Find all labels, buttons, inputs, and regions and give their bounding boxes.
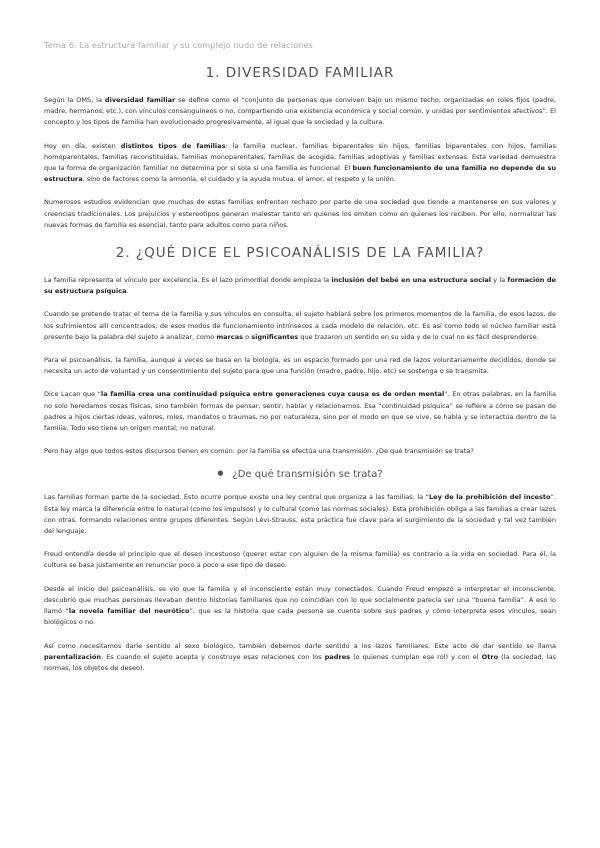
bold-term: formación de su estructura psíquica (44, 276, 556, 296)
text-run: ”, que es la historia que cada persona se cuenta sobre sus padres y cómo interpreta esos vínculos, sean biológicos o no. (44, 607, 556, 627)
text-run: y la (491, 276, 508, 285)
text-run: La familia representa el vínculo por excelencia. Es el lazo primordial donde empieza la (44, 276, 332, 285)
paragraph-freud-desire: Freud entendía desde el principio que el deseo incestuoso (querer estar con alguien de la misma familia) es contrario a la vida en sociedad. Para él, la cultura se basa justamente en renunciar poco a poco a ese tipo de deseo. (44, 550, 556, 570)
text-run: Cuando se pretende tratar el tema de la familia y sus vínculos en consulta, el sujeto hablará sobre los primeros momentos de la familia, de esos lazos, de los sufrimientos allí concentrados, de esos modos de funcionamiento intrínsecos a cada modelo de relación, etc. Es así como todo el núcleo familiar está presente bajo la palabra del sujeto a analizar, como (44, 310, 556, 341)
text-run: ”. Esta ley marca la diferencia entre lo natural (como los impulsos) y lo cultural (como las normas sociales). Esta prohibición obliga a las familias a crear lazos con otras, formando relaciones entre grupos diferentes. Según Lévi-Strauss, esta práctica fue clave para el surgimiento de la sociedad y tal vez también del lenguaje. (44, 493, 557, 536)
paragraph-primordial-bond (44, 275, 556, 297)
text-run: Según la OMS, la (44, 96, 105, 104)
paragraph-prejudice: Numerosos estudios evidencian que muchas de estas familias enfrentan rechazo por parte de una sociedad que tiende a mantenerse en sus valores y creencias tradicionales. Los prejuicios y estereotipos generan malestar tanto en quienes los emiten como en quienes los reciben. Por ello, normalizar las nuevas formas de familia es esencial, tanto para adultos como para niños. (44, 198, 556, 229)
paragraph-family-novel (44, 584, 556, 629)
subsection-title-transmision (44, 469, 556, 480)
bold-term: diversidad familiar (104, 96, 176, 104)
bold-quote: la familia crea una continuidad psíquica entre generaciones cuya causa es de orden mental (101, 390, 445, 399)
text-run: Las familias forman parte de la sociedad. Esto ocurre porque existe una ley central que organiza a las familias: la “ (44, 493, 429, 502)
running-header: Tema 6. La estructura familiar y su complejo nudo de relaciones (44, 40, 313, 50)
text-run: o (243, 332, 252, 341)
paragraph-incest-law (44, 492, 556, 537)
bold-term: marcas (216, 332, 244, 341)
document-page (44, 40, 556, 674)
text-run: se define como el “conjunto de personas que conviven bajo un mismo techo, organizadas en roles fijos (padre, madre, hermanos, etc.), con vínculos consanguíneos o no, compartiendo una existencia económica y social común, y unidas por sentimientos afectivos”. El concepto y los tipos de familia han evolucionado progresivamente, al igual que la sociedad y la cultura. (44, 96, 556, 127)
text-run: que trazaron un sentido en su vida y de lo cual no es fácil desprenderse. (298, 332, 539, 341)
bold-term: distintos tipos de familias (120, 141, 226, 150)
text-run: Hoy en día, existen (44, 141, 121, 150)
text-run: . (126, 287, 129, 296)
bold-term: inclusión del bebé en una estructura social (331, 276, 492, 285)
section-title-diversidad-familiar: 1. DIVERSIDAD FAMILIAR (205, 65, 395, 81)
paragraph-lacan (44, 389, 556, 434)
paragraph-consultation (44, 309, 556, 343)
paragraph-voluntary-bonds: Para el psicoanálisis, la familia, aunque a veces se basa en la biología, es un espacio formado por una red de lazos voluntariamente decididos, donde se necesita un acto de voluntad y un consentimiento del sujeto para que una función (madre, padre, hijo, etc) se sostenga o se transmita. (44, 356, 556, 376)
text-run: Así como necesitamos darle sentido al sexo biológico, también debemos darle sentido a los lazos familiares. Este acto de dar sentido se llama (44, 641, 556, 650)
text-run: ”. En otras palabras, en la familia no solo heredamos cosas físicas, sino también formas de pensar, sentir, hablar y relacionarnos. Esa “continuidad psíquica” se refiere a cómo se pasan de padres a hijos ciertas ideas, valores, roles, mandatos o traumas, no por naturaleza, sino por el modo en que se vive, se habla y se interactúa dentro de la familia. Todo eso tiene un origen mental, no natural. (44, 390, 556, 433)
bold-term: Otro (481, 652, 499, 661)
text-run: (o quienes cumplan ese rol) y con el (350, 652, 482, 661)
bold-term: parentalización (44, 652, 101, 661)
text-run: Desde el inicio del psicoanálisis, se vio que la familia y el inconsciente están muy conectados. Cuando Freud empezó a interpretar el inconsciente, descubrió que muchas personas llevaban dentro historias familiares que no coincidían con lo que socialmente parecía ser una “buena familia”. A eso lo llamó “ (44, 584, 556, 616)
paragraph-transmission: Pero hay algo que todos estos discursos tienen en común: por la familia se efectúa una transmisión. ¿De qué transmisión se trata? (44, 447, 474, 456)
bold-term: la novela familiar del neurótico (68, 607, 190, 616)
paragraph-oms-definition (44, 95, 556, 129)
text-run: , sino de factores como la armonía, el cuidado y la ayuda mutua, el amor, el respeto y la unión. (82, 175, 396, 184)
bullet-icon: ● (217, 469, 224, 478)
paragraph-family-types (44, 141, 556, 186)
bold-term: significantes (251, 332, 299, 341)
text-run: (la sociedad, las normas, los objetos de deseo). (44, 652, 557, 672)
text-run: : la familia nuclear, familias biparentales sin hijos, familias biparentales con hijos, familias homoparentales, familias reconstituidas, familias monoparentales, familias de acogida, familias adoptivas y familias extensas. Esta variedad demuestra que la forma de organización familiar no determina por sí sola si una familia es funcional. El (44, 141, 556, 173)
bold-term: Ley de la prohibición del incesto (429, 493, 551, 502)
paragraph-parentalization (44, 641, 556, 675)
bold-term: buen funcionamiento de una familia no depende de su estructura (44, 164, 557, 184)
text-run: Dice Lacan que “ (44, 390, 102, 399)
subsection-title-text: ¿De qué transmisión se trata? (232, 469, 383, 481)
text-run: . Es cuando el sujeto acepta y construye esas relaciones con los (100, 652, 325, 661)
bold-term: padres (324, 652, 351, 661)
section-title-psicoanalisis: 2. ¿QUÉ DICE EL PSICOANÁLISIS DE LA FAMILIA? (115, 245, 485, 262)
